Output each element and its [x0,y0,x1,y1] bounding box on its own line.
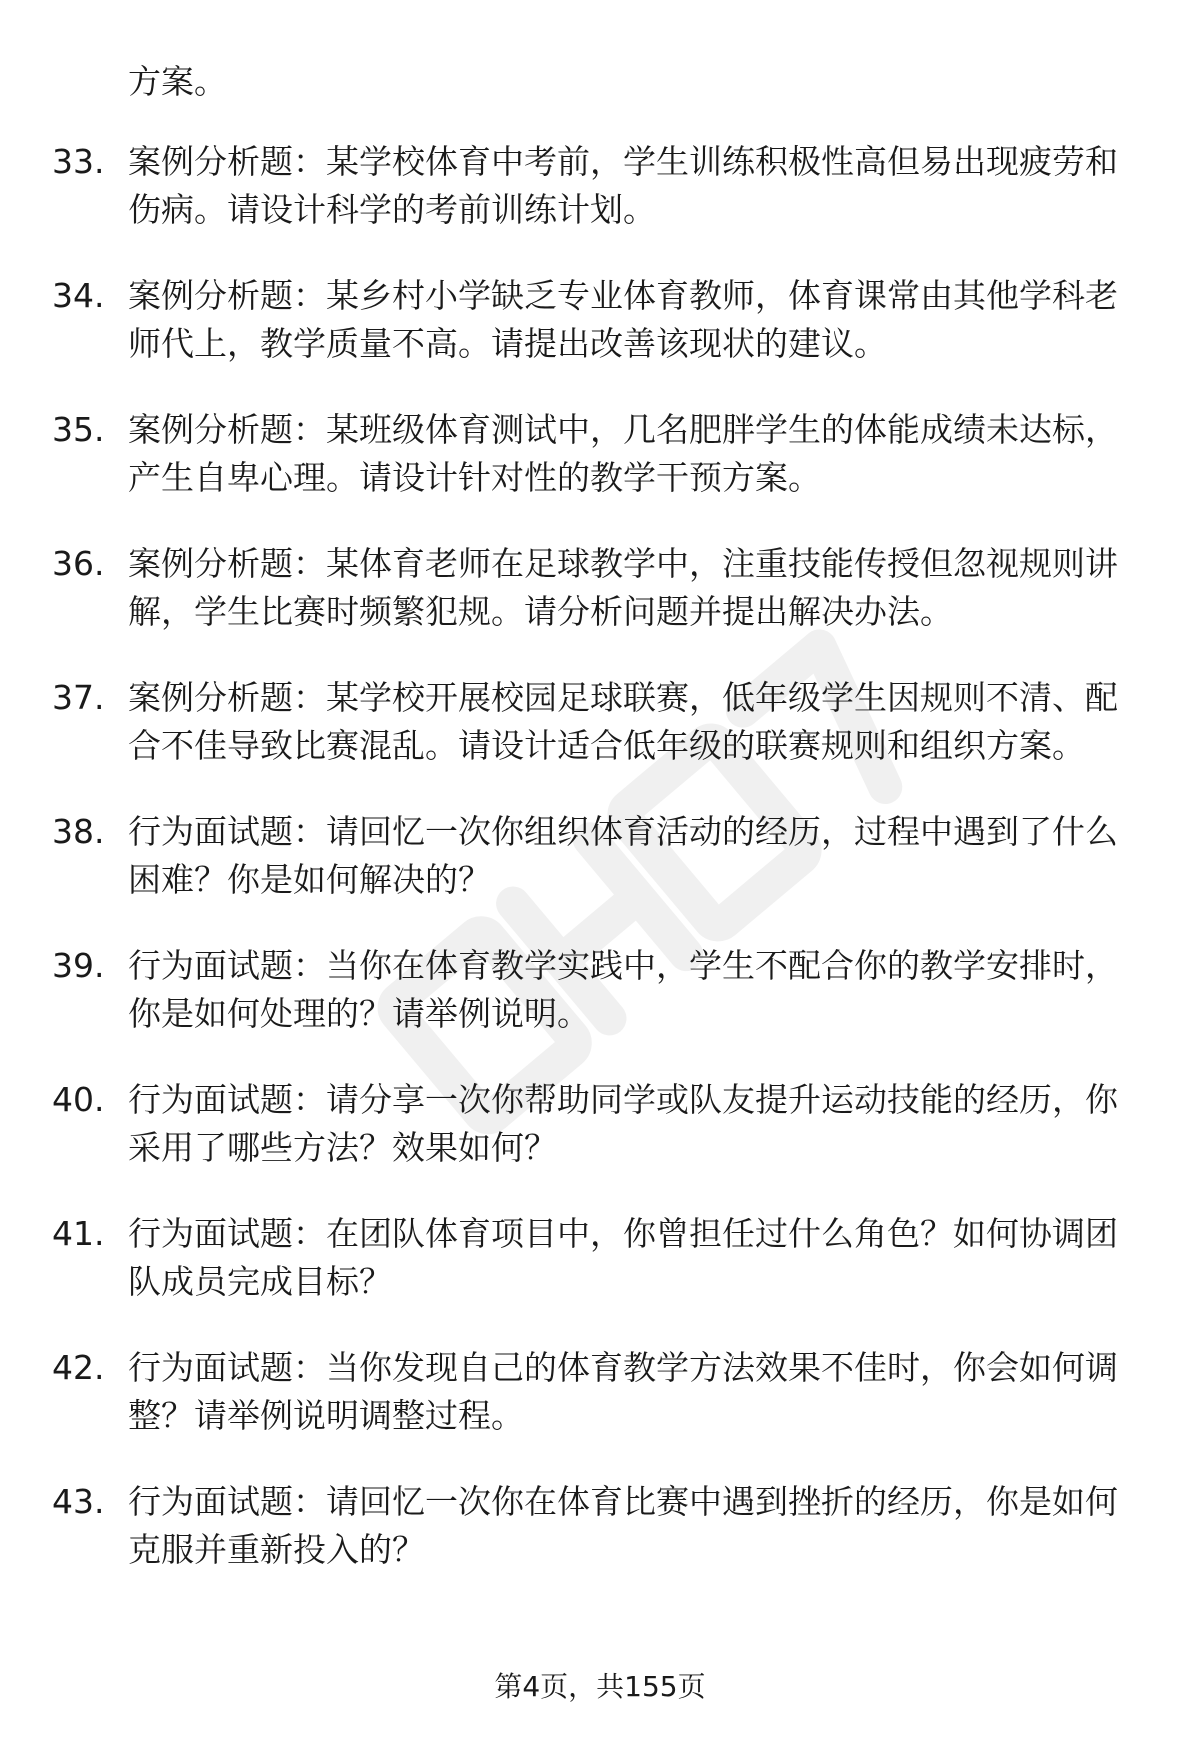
list-item [0,540,1200,636]
list-item [0,1344,1200,1440]
list-item [0,1210,1200,1306]
question-text: 案例分析题：某乡村小学缺乏专业体育教师，体育课常由其他学科老师代上，教学质量不高。请提出改善该现状的建议。 [128,276,1118,363]
list-item [0,406,1200,502]
question-text: 行为面试题：请回忆一次你在体育比赛中遇到挫折的经历，你是如何克服并重新投入的？ [128,1482,1118,1569]
page-footer: 第4页，共155页 [494,1670,706,1703]
question-number: 34. [52,276,105,315]
question-number: 41. [52,1214,105,1253]
list-item [0,272,1200,368]
list-item [0,1478,1200,1574]
question-text: 行为面试题：当你在体育教学实践中，学生不配合你的教学安排时，你是如何处理的？请举例说明。 [128,946,1118,1033]
question-text: 行为面试题：请回忆一次你组织体育活动的经历，过程中遇到了什么困难？你是如何解决的？ [128,812,1118,899]
question-number: 43. [52,1482,105,1521]
question-text: 案例分析题：某学校体育中考前，学生训练积极性高但易出现疲劳和伤病。请设计科学的考前训练计划。 [128,142,1118,229]
question-number: 39. [52,946,105,985]
question-text: 行为面试题：请分享一次你帮助同学或队友提升运动技能的经历，你采用了哪些方法？效果如何？ [128,1080,1118,1167]
question-text: 案例分析题：某学校开展校园足球联赛，低年级学生因规则不清、配合不佳导致比赛混乱。请设计适合低年级的联赛规则和组织方案。 [128,678,1118,765]
question-text: 行为面试题：在团队体育项目中，你曾担任过什么角色？如何协调团队成员完成目标？ [128,1214,1118,1301]
question-number: 33. [52,142,105,181]
question-list [0,138,1200,1612]
question-number: 35. [52,410,105,449]
question-text: 案例分析题：某班级体育测试中，几名肥胖学生的体能成绩未达标，产生自卑心理。请设计针对性的教学干预方案。 [128,410,1118,497]
list-item [0,138,1200,234]
list-item [0,1076,1200,1172]
question-text: 行为面试题：当你发现自己的体育教学方法效果不佳时，你会如何调整？请举例说明调整过程。 [128,1348,1118,1435]
continuation-text: 方案。 [128,62,227,101]
question-text: 案例分析题：某体育老师在足球教学中，注重技能传授但忽视规则讲解，学生比赛时频繁犯规。请分析问题并提出解决办法。 [128,544,1118,631]
question-number: 42. [52,1348,105,1387]
question-number: 38. [52,812,105,851]
question-number: 37. [52,678,105,717]
list-item [0,808,1200,904]
question-number: 36. [52,544,105,583]
question-number: 40. [52,1080,105,1119]
list-item [0,674,1200,770]
list-item [0,942,1200,1038]
